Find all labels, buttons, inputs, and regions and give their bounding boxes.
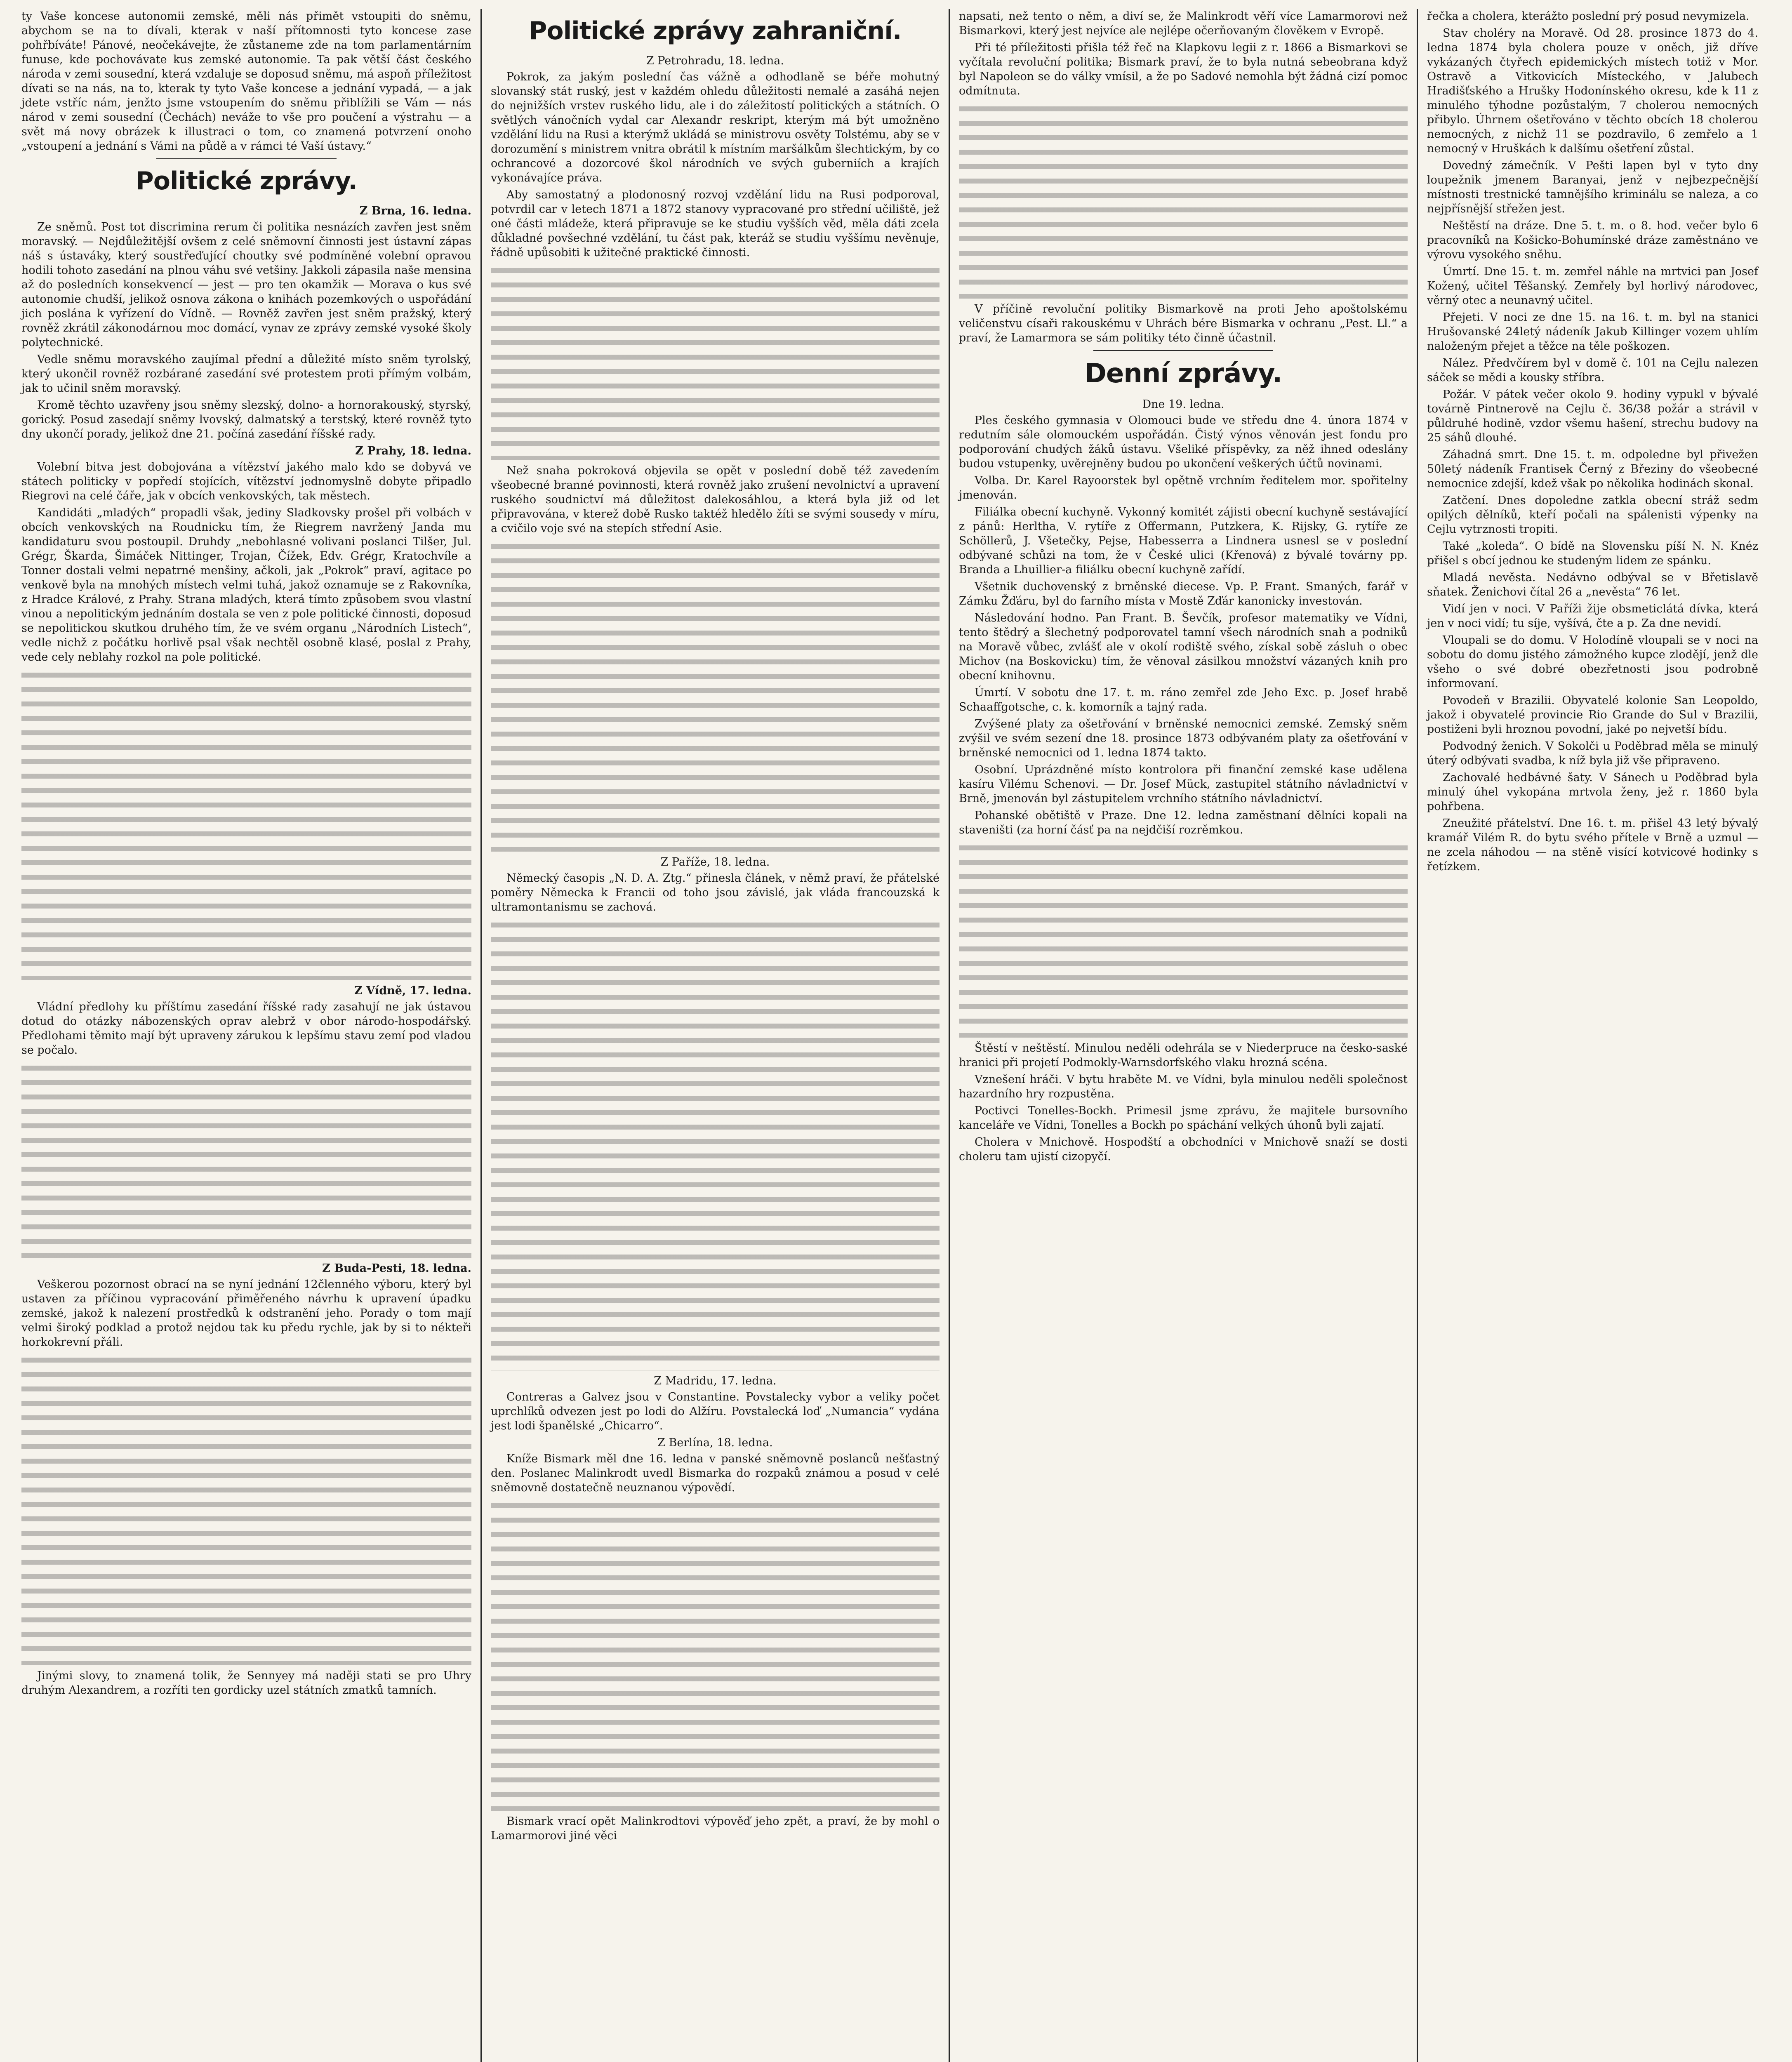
news-item: Zachovalé hedbávné šaty. V Sánech u Poděbrad byla minulý úhel vykopána mrtvola ženy, jež r. 1860 byla pohřbena. (1427, 771, 1758, 813)
article-paragraph: Německý časopis „N. D. A. Ztg.“ přinesla článek, v němž praví, že přátelské poměry Německa k Francii od toho jsou závislé, jak vláda francouzská k ultramontanismu se zachová. (491, 872, 940, 913)
news-item: Vloupali se do domu. V Holodíně vloupali se v noci na sobotu do domu jistého zámožného kupce zlodějí, jenž dle všeho o své dobré obezřetnosti jsou podrobně informovaní. (1427, 634, 1758, 690)
article-paragraph: V příčině revoluční politiky Bismarkově na proti Jeho apoštolskému veličenstvu císaři rakouskému v Uhrách bére Bismarka v ochranu „Pest. Ll.“ a praví, že Lamarmora se sám politiky této činně účastnil. (959, 303, 1408, 344)
divider (156, 158, 336, 159)
news-item: Stav choléry na Moravě. Od 28. prosince 1873 do 4. ledna 1874 byla cholera pouze v oněch, již dříve vykázaných čtyřech epidemických místech totiž v Mor. Ostravě a Vitkovicích Místeckého, v Jalubech Hradišťského a Hrušky Hodonínského okresu, kde k 11 z minulého týhodne pozůstalým, 7 cholerou nemocných přibylo. Úhrnem ošetřováno v těchto obcích 18 cholerou nemocných, z nichž 11 se pozdravilo, 6 zemřelo a 1 nemocný v Hruškách k dalšímu ošetření zůstal. (1427, 27, 1758, 155)
article-paragraph: Bismark vrací opět Malinkrodtovi výpověď jeho zpět, a praví, že by mohl o Lamarmorovi jiné věci (491, 1815, 940, 1842)
dateline-daily: Dne 19. ledna. (1142, 398, 1224, 411)
continued-text-block (21, 1352, 471, 1665)
column-3 (949, 9, 1417, 2062)
news-item: Úmrtí. Dne 15. t. m. zemřel náhle na mrtvici pan Josef Kožený, učitel Těšanský. Zemřely byl horlivý národovec, věrný otec a neunavný učitel. (1427, 265, 1758, 307)
column1-intro: ty Vaše koncese autonomii zemské, měli nás přimět vstoupiti do sněmu, abychom se na to dívali, kterak v naší přítomnosti tyto koncese zase pohřbíváte! Pánové, neočekávejte, že zůstaneme zde na tom parlamentárním funuse, kde pochovávate kus zemské autonomie. Ta pak větší část českého národa v zemi sousední, která vzdaluje se doposud sněmu, má aspoň příležitost dívati se na nás, na to, kterak ty tyto Vaše koncese a jednání vypadá, — a jak jdete vstříc nám, jenžto jsme vstoupením do sněmu přiblížili se Vám — nás národ v zemi sousední (Čechách) neváže to vše pro poučení a výstrahu — a svět má novy obrázek k illustraci o tom, co znamená potvrzení onoho „vstoupení a jednání s Vámi na půdě a v rámci té Vaší ústavy.“ (21, 10, 471, 153)
dateline-viden: Z Vídně, 17. ledna. (354, 984, 471, 997)
dateline-madrid: Z Madridu, 17. ledna. (654, 1375, 777, 1387)
news-item: Dovedný zámečník. V Pešti lapen byl v tyto dny loupežnik jmenem Baranyai, jenž v nejbezpečnější místnosti trestnické tamnějšího kriminálu se naleza, a co nejpřísnější střežen jest. (1427, 159, 1758, 215)
news-item: Úmrtí. V sobotu dne 17. t. m. ráno zemřel zde Jeho Exc. p. Josef hrabě Schaaffgotsche, c. k. komorník a tajný rada. (959, 686, 1408, 713)
news-item: Povodeň v Brazilii. Obyvatelé kolonie San Leopoldo, jakož i obyvatelé provincie Rio Grande do Sul v Brazilii, postiženi byli hroznou povodní, jaké po nejvetší bídu. (1427, 694, 1758, 736)
column-2 (480, 9, 949, 2062)
news-item: Nález. Předvčírem byl v domě č. 101 na Cejlu nalezen sáček se mědi a kousky stříbra. (1427, 357, 1758, 384)
article-paragraph: Kníže Bismark měl dne 16. ledna v panské sněmovně poslanců nešťastný den. Poslanec Malinkrodt uvedl Bismarka do rozpaků známou a posud v celé sněmovně dostatečně neuznanou výpovědí. (491, 1452, 940, 1494)
news-item: Ples českého gymnasia v Olomouci bude ve středu dne 4. února 1874 v redutním sále olomouckém uspořádán. Čistý výnos věnován jest fondu pro podporování chudých žáků ústavu. Všeliké příspěvky, za něž ihned odeslány budou vstupenky, uvěrejněny budou po ukončení veškerých účtů novinami. (959, 414, 1408, 470)
column4-intro: řečka a cholera, kterážto poslední prý posud nevymizela. (1427, 10, 1750, 23)
news-item: Neštěstí na dráze. Dne 5. t. m. o 8. hod. večer bylo 6 pracovníků na Košicko-Bohumínské dráze zaměstnáno ve výrovu vysokého sněhu. (1427, 219, 1758, 261)
article-paragraph: Než snaha pokroková objevila se opět v poslední době též zavedením všeobecné branné povinnosti, která rovněž jako zrušení nevolnictví a upravení ruského soudnictví má důležitost dalekosáhlou, a která byla již od let připravována, v kterež době Rusko taktéž hledělo žíti se svými sousedy v míru, a cvičilo voje své na stepích střední Asie. (491, 464, 940, 535)
news-item: Volba. Dr. Karel Rayoorstek byl opětně vrchním ředitelem mor. spořitelny jmenován. (959, 474, 1408, 501)
continued-text-block (491, 262, 940, 460)
news-item: Zneužité přátelství. Dne 16. t. m. přišel 43 letý bývalý kramář Vilém R. do bytu svého přítele v Brně a uzmul — ne zcela náhodou — na stěně visící kotvicové hodinky s řetízkem. (1427, 817, 1758, 873)
dateline-berlin: Z Berlína, 18. ledna. (657, 1436, 773, 1449)
continued-text-block (491, 917, 940, 1370)
news-item: Přejeti. V noci ze dne 15. na 16. t. m. byl na stanici Hrušovanské 24letý nádeník Jakub Killinger vozem uhlím naloženým přejet a těžce na těle poškozen. (1427, 311, 1758, 353)
dateline-petrohrad: Z Petrohradu, 18. ledna. (646, 54, 784, 67)
column-4 (1417, 9, 1767, 2062)
news-item: Zatčení. Dnes dopoledne zatkla obecní stráž sedm opilých dělníků, kteří počali na spálenisti výpenky na Cejlu vytrznosti tropiti. (1427, 494, 1758, 536)
column-1 (12, 9, 480, 2062)
dateline-budapest: Z Buda-Pesti, 18. ledna. (322, 1262, 471, 1275)
news-item: Cholera v Mnichově. Hospodští a obchodníci v Mnichově snaží se dosti choleru tam ujistí cizopyčí. (959, 1136, 1408, 1163)
news-item: Podvodný ženich. V Sokolči u Poděbrad měla se minulý úterý odbývati svadba, k níž byla již vše připraveno. (1427, 740, 1758, 767)
news-item: Štěstí v neštěstí. Minulou neděli odehrála se v Niederpruce na česko-saské hranici při projetí Podmokly-Warnsdorfského vlaku hrozná scéna. (959, 1042, 1408, 1069)
article-paragraph: Kromě těchto uzavřeny jsou sněmy slezský, dolno- a hornorakouský, styrský, gorický. Posud zasedají sněmy lvovský, dalmatský a terstský, které rovněž tyto dny ukončí porady, jelikož dne 21. počíná zasedání říšské rady. (21, 399, 471, 440)
continued-text-block (491, 538, 940, 852)
news-item: Vznešení hráči. V bytu hraběte M. ve Vídni, byla minulou neděli společnost hazardního hry rozpustěna. (959, 1073, 1408, 1100)
news-item: Zvýšené platy za ošetřování v brněnské nemocnici zemské. Zemský sněm zvýšil ve svém sezení dne 18. prosince 1873 odbývaném platy za ošetřování v brněnské nemocnici od 1. ledna 1874 takto. (959, 718, 1408, 759)
column-grid (12, 9, 1780, 2062)
news-item: Mladá nevěsta. Nedávno odbýval se v Břetislavě sňatek. Ženichovi čítal 26 a „nevěsta“ 76 let. (1427, 571, 1758, 598)
news-item: Také „koleda“. O bídě na Slovensku píší N. N. Knéz přišel s obcí jednou ke studeným lidem ze spánku. (1427, 540, 1758, 567)
continued-text-block (959, 840, 1408, 1038)
article-paragraph: Pokrok, za jakým poslední čas vážně a odhodlaně se béře mohutný slovanský stát ruský, jest v každém ohledu důležitosti nemalé a zasáhá nejen do nejnižších vrstev ruského lidu, ale i do záležitostí politických a státních. O světlých vánočních vydal car Alexandr reskript, kterým má být umožněno vzdělání lidu na Rusi a kterýmž ukládá se ministrovu osvěty Tolstému, aby se v dorozumění s ministrem vnitra obrátil k místním maršálkům šlechtickým, by co ochrancové a dozorcové škol národních ve svých guberniích a krajích vykonávajíce práva. (491, 71, 940, 184)
dateline-praha: Z Prahy, 18. ledna. (355, 445, 471, 457)
news-item: Filiálka obecní kuchyně. Vykonný komitét zájisti obecní kuchyně sestávající z pánů: Herltha, V. rytíře z Offermann, Putzkera, K. Rijsky, G. rytíře ze Schöllerů, J. Všetečky, Pejse, Habesserra a Lindnera usnesl se v poslední odbývané schůzi na tom, že v České ulici (Křenová) z bývalé továrny pp. Branda a Lhuillier-a filiálku obecní kuchyně zařídí. (959, 506, 1408, 576)
news-item: Pohanské obětiště v Praze. Dne 12. ledna zaměstnaní dělníci kopali na staveništi (za horní čásť pa na nejdčiší rozrěmkou. (959, 809, 1408, 836)
article-paragraph: Veškerou pozornost obrací na se nyní jednání 12členného výboru, který byl ustaven za příčinou vypracování přiměřeného návrhu k upravení úpadku zemské, jakož k nalezení prostředků k odstranění jeho. Porady o tom mají velmi široký podklad a protož nejdou tak ku předu rychle, jak by si to nékteři horkokrevní přáli. (21, 1278, 471, 1349)
continued-text-block (21, 667, 471, 980)
dateline-brno: Z Brna, 16. ledna. (359, 205, 471, 217)
news-item: Záhadná smrt. Dne 15. t. m. odpoledne byl přivežen 50letý nádeník Frantisek Černý z Březiny do všeobecné nemocnice zdejší, kdež však po několika hodinách skonal. (1427, 448, 1758, 490)
news-item: Vidí jen v noci. V Paříži žije obsmeticlátá dívka, která jen v noci vidí; tu síje, vyšívá, čte a p. Za dne nevidí. (1427, 603, 1758, 630)
news-item: Osobní. Uprázdněné místo kontrolora při finanční zemské kase udělena kasíru Vilému Schenovi. — Dr. Josef Mück, zastupitel státního návladnictví v Brně, jmenován byl zástupitelem vrchního státního návladnictví. (959, 763, 1408, 805)
news-item: Požár. V pátek večer okolo 9. hodiny vypukl v bývalé továrně Pintnerově na Cejlu č. 36/38 požár a strávil v půldruhé hodině, vzdor všemu hašení, strechu budovy na 25 sáhů dlouhé. (1427, 388, 1758, 444)
article-paragraph: Ze sněmů. Post tot discrimina rerum či politika nesnázích zavřen jest sněm moravský. — Nejdůležitější ovšem z celé sněmovní činnosti jest ústavní zápas náš s ústaváky, který soustřeďující choutky své podmíněné volební opravou hodili tohoto zasedání na plnou váhu své vetšiny. Jakkoli zápasila naše mensina až do posledních konsekvencí — jest — pro ten okamžik — Morava o kus své autonomie chudší, jelikož osnova zákona o knihách pozemkových o uspořádání jich poslána k vyřízení do Vídně. — Rovněž zavřen jest sněm pražský, který rovněž zkrátil zákonodárnou moc domácí, vynav ze zprávy zemské vysoké školy polytechnické. (21, 221, 471, 349)
article-paragraph: Kandidáti „mladých“ propadli však, jediny Sladkovsky prošel při volbách v obcích venkovských na Roudnicku tím, že Riegrem navržený Janda mu kandidaturu svou postoupil. Druhdy „nebohlasné volivani poslanci Tilšer, Jul. Grégr, Škarda, Šimáček Nittinger, Trojan, Čížek, Edv. Grégr, Kratochvíle a Tonner dostali velmi nepatrné menšiny, ačkoli, jak „Pokrok“ praví, agitace po venkově byla na mnohých místech velmi tuhá, jakož oznamuje se z Rakovníka, z Hradce Králové, z Prahy. Strana mladých, která tímto způsobem svou vlastní vinou a nepolitickým jednáním dostala se ven z pole politické činnosti, doposud se nepolitickou skutkou druhého tím, že ve svém organu „Národních Listech“, vedle nichž z počátku horlivě psal však nechtěl osobně klasé, poslal z Prahy, vede cely neblahy rozkol na pole politické. (21, 506, 471, 664)
news-item: Následování hodno. Pan Frant. B. Ševčík, profesor matematiky ve Vídni, tento štědrý a šlechetný podporovatel tamní všech národních snah a podniků na Moravě vůbec, zvlášť ale v okolí rodiště svého, získal sobě zásluh o obec Michov (na Boskovicku) tím, že věnoval zásilkou množství vázaných knih pro obecní knihovnu. (959, 612, 1408, 682)
divider (1093, 350, 1273, 351)
article-paragraph: Při té příležitosti přišla též řeč na Klapkovu legii z r. 1866 a Bismarkovi se vyčítala revoluční politika; Bismark praví, že to byla nutná sebeobrana když byl Napoleon se do války vmísil, a že po Sadové nemohla být žádná cizí pomoc odmítnuta. (959, 41, 1408, 97)
article-paragraph: Vedle sněmu moravského zaujímal přední a důležité místo sněm tyrolský, který ukončil rovněž rozbárané zasedání své protestem proti přímým volbám, jak to učinil sněm moravský. (21, 353, 471, 395)
article-paragraph: Volební bitva jest dobojována a vítězství jakého malo kdo se dobyvá ve státech politicky v popředí stojících, vítězství jednomyslně dobyte připadlo Riegrovi na celé čáře, jak v obcích venkovských, tak městech. (21, 461, 471, 502)
article-paragraph: Aby samostatný a plodonosný rozvoj vzdělání lidu na Rusi podporoval, potvrdil car v letech 1871 a 1872 stanovy vypracované pro střední učiliště, jež oné části mládeže, která připravuje se ke studiu vyšších věd, měla dáti zcela důkladné povšechné vzdělání, tu část pak, kteráž se studiu vyššímu nevěnuje, řádně upůsobiti k užitečné praktické činnosti. (491, 188, 940, 259)
column3-intro: napsati, než tento o něm, a diví se, že Malinkrodt věří více Lamarmorovi než Bismarkovi, který jest nejvíce ale nejlépe očerňovaným člověkem v Evropě. (959, 10, 1408, 37)
article-paragraph: Jinými slovy, to znamená tolik, že Sennyey má naději stati se pro Uhry druhým Alexandrem, a rozříti ten gordicky uzel státních zmatků tamních. (21, 1669, 471, 1697)
news-item: Všetnik duchovenský z brněnské diecese. Vp. P. Frant. Smaných, farář v Zámku Žďáru, byl do farního místa v Mostě Zďár kanonicky investován. (959, 580, 1408, 607)
dateline-pariz: Z Paříže, 18. ledna. (660, 856, 770, 869)
continued-text-block (491, 1497, 940, 1811)
section-title-political-news: Politické zprávy. (135, 167, 358, 195)
article-paragraph: Vládní předlohy ku příštímu zasedání říšské rady zasahují ne jak ústavou dotud do otázky nábozenských oprav alebrž v obor národo-hospodářský. Předlohami těmito mají být upraveny zárukou k lepšímu stavu zemí pod vladou se počalo. (21, 1000, 471, 1057)
section-title-daily-news: Denní zprávy. (1084, 358, 1282, 389)
continued-text-block (959, 101, 1408, 299)
section-title-foreign-political-news: Politické zprávy zahraniční. (529, 16, 902, 45)
news-item: Poctivci Tonelles-Bockh. Primesil jsme zprávu, že majitele bursovního kanceláře ve Vídni, Tonelles a Bockh po spáchání velkých úhonů byli zajatí. (959, 1104, 1408, 1132)
continued-text-block (21, 1060, 471, 1258)
article-paragraph: Contreras a Galvez jsou v Constantine. Povstalecky vybor a veliky počet uprchlíků odvezen jest po lodi do Alžíru. Povstalecká loď „Numancia“ vydána jest lodi španělské „Chicarro“. (491, 1391, 940, 1432)
